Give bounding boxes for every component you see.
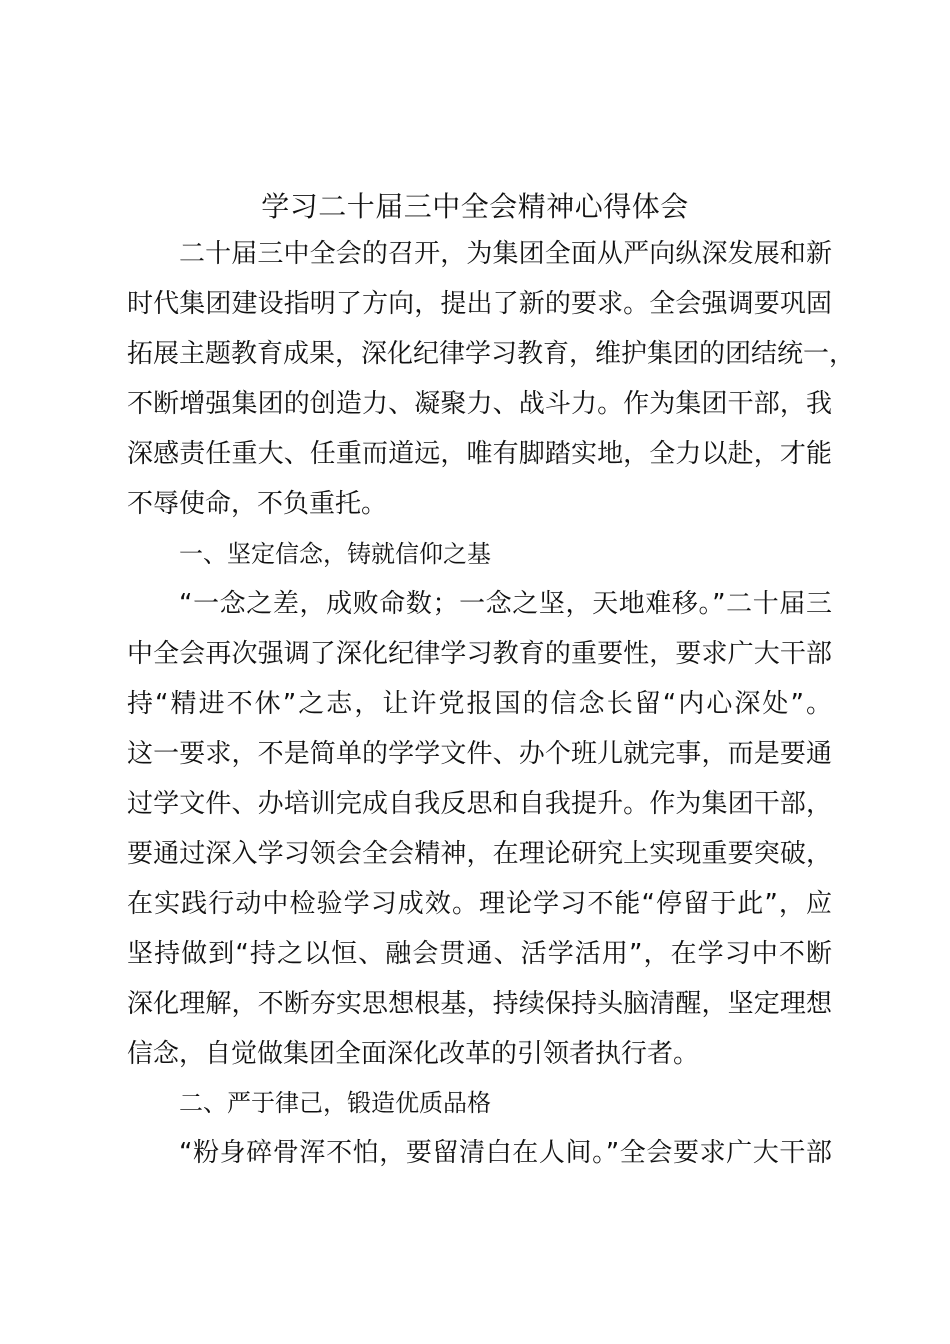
section-heading: 二、严于律己，锻造优质品格: [179, 1089, 491, 1117]
paragraph-line: 拓展主题教育成果，深化纪律学习教育，维护集团的团结统一，: [127, 339, 856, 369]
paragraph-line: 深感责任重大、任重而道远，唯有脚踏实地，全力以赴，才能: [127, 439, 832, 469]
paragraph-line: “粉身碎骨浑不怕，要留清白在人间。”全会要求广大干部: [179, 1138, 832, 1168]
paragraph-line: 不断增强集团的创造力、凝聚力、战斗力。作为集团干部，我: [127, 389, 832, 419]
paragraph-line: 要通过深入学习领会全会精神，在理论研究上实现重要突破，: [127, 839, 832, 869]
paragraph-line: 深化理解，不断夯实思想根基，持续保持头脑清醒，坚定理想: [127, 989, 832, 1019]
paragraph-line: 这一要求，不是简单的学学文件、办个班儿就完事，而是要通: [127, 739, 832, 769]
paragraph-line: “一念之差，成败命数；一念之坚，天地难移。”二十届三: [179, 589, 832, 619]
paragraph-line: 时代集团建设指明了方向，提出了新的要求。全会强调要巩固: [127, 289, 832, 319]
paragraph-line: 二十届三中全会的召开，为集团全面从严向纵深发展和新: [179, 239, 832, 269]
paragraph-line: 在实践行动中检验学习成效。理论学习不能“停留于此”，应: [127, 889, 832, 919]
paragraph-line: 信念，自觉做集团全面深化改革的引领者执行者。: [127, 1039, 700, 1069]
document-title: 学习二十届三中全会精神心得体会: [261, 190, 689, 223]
paragraph-line: 过学文件、办培训完成自我反思和自我提升。作为集团干部，: [127, 789, 832, 819]
section-heading: 一、坚定信念，铸就信仰之基: [179, 540, 491, 568]
paragraph-line: 不辱使命，不负重托。: [127, 489, 388, 519]
paragraph-line: 中全会再次强调了深化纪律学习教育的重要性，要求广大干部: [127, 639, 832, 669]
paragraph-line: 坚持做到“持之以恒、融会贯通、活学活用”，在学习中不断: [127, 939, 832, 969]
paragraph-line: 持“精进不休”之志，让许党报国的信念长留“内心深处”。: [127, 689, 832, 719]
